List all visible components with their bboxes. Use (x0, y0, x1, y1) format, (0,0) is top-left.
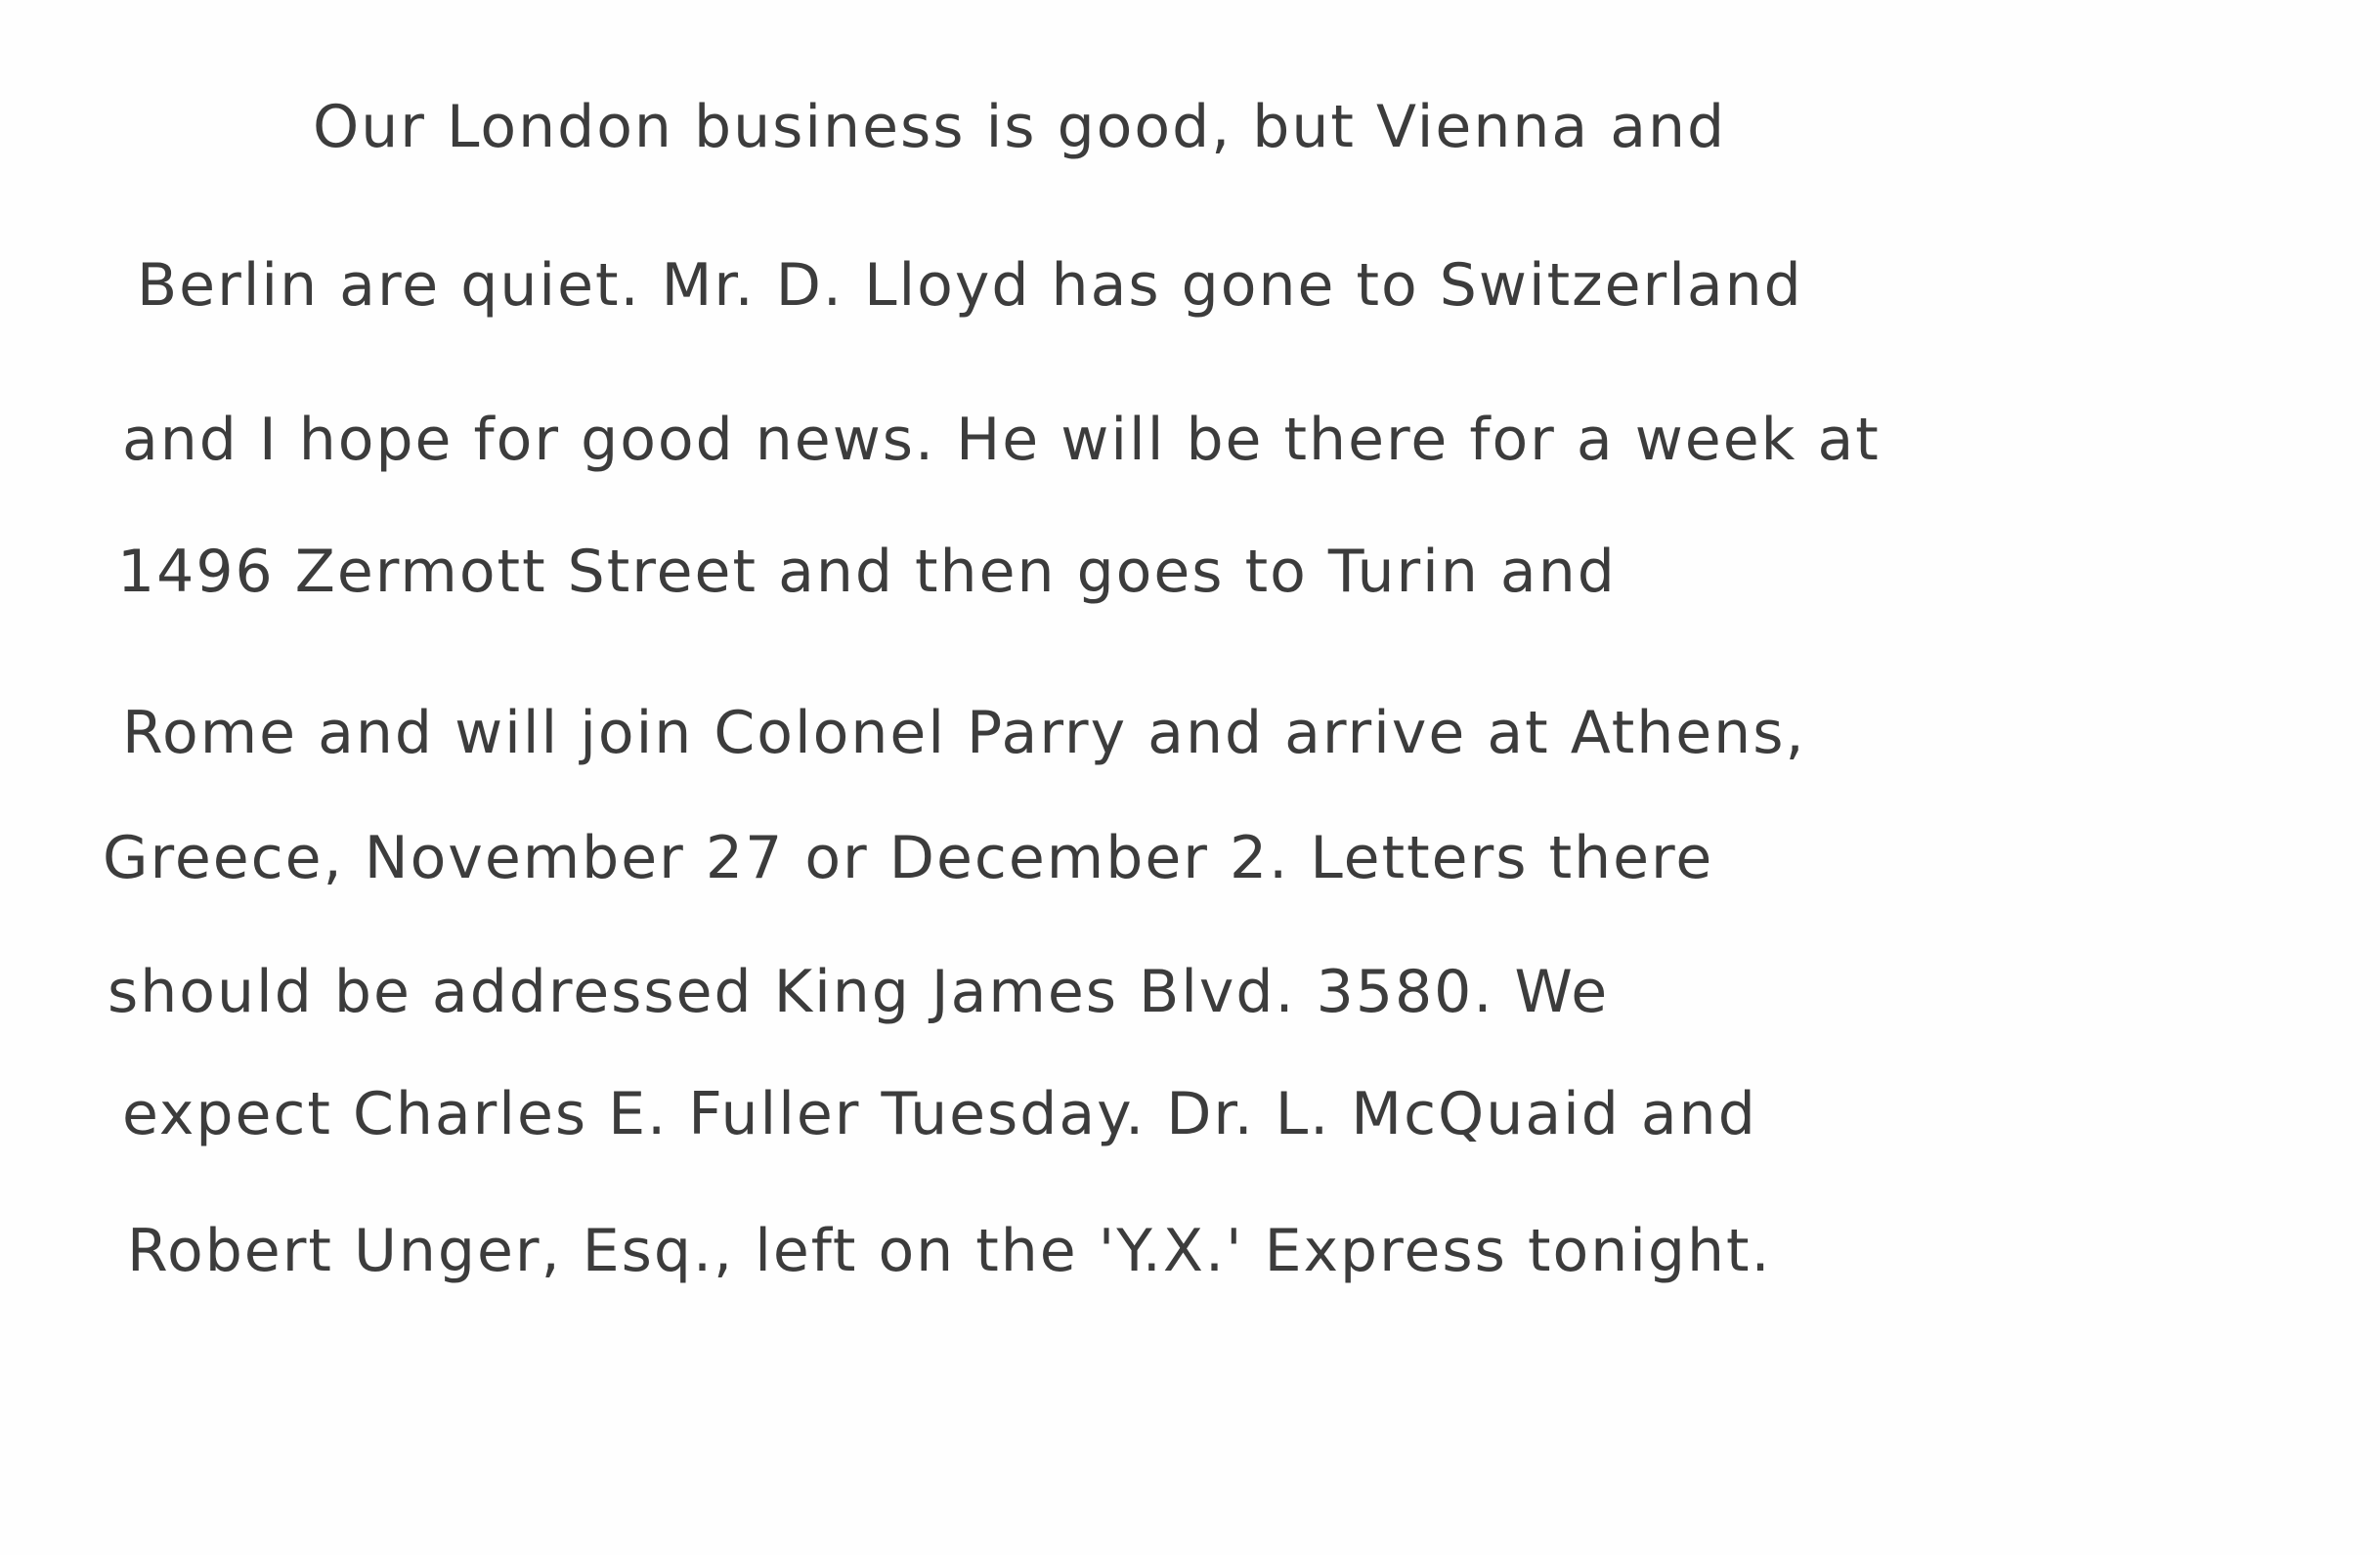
text-line-6: Greece, November 27 or December 2. Letters there (103, 824, 1714, 892)
text-line-3: and I hope for good news. He will be there for a week at (122, 406, 1881, 474)
text-line-1: Our London business is good, but Vienna and (313, 93, 1727, 161)
text-line-9: Robert Unger, Esq., left on the 'Y.X.' Express tonight. (127, 1217, 1772, 1285)
text-line-2: Berlin are quiet. Mr. D. Lloyd has gone to Switzerland (137, 251, 1803, 320)
text-line-5: Rome and will join Colonel Parry and arrive at Athens, (122, 699, 1806, 767)
text-line-7: should be addressed King James Blvd. 3580. We (108, 958, 1610, 1026)
text-line-4: 1496 Zermott Street and then goes to Turin and (117, 538, 1617, 606)
text-line-8: expect Charles E. Fuller Tuesday. Dr. L. McQuaid and (122, 1080, 1757, 1148)
